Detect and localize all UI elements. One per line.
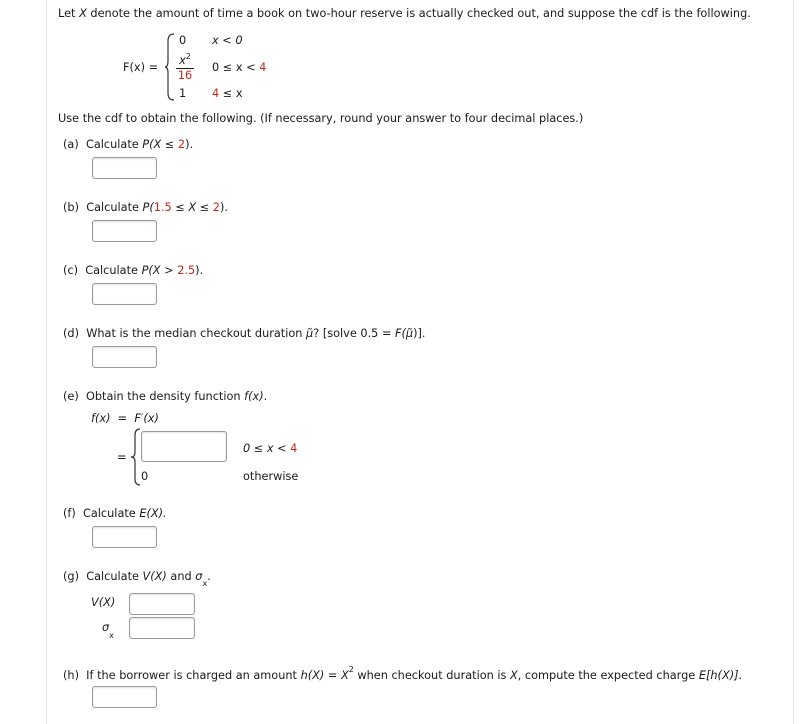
instruction-text: Use the cdf to obtain the following. (If necessary, round your answer to four decimal places.): [58, 112, 584, 125]
part-c-question: (c) Calculate P(X > 2.5).: [63, 264, 204, 277]
cdf-row2-condition: 4 ≤ x: [212, 87, 243, 100]
cdf-row1-condition: 0 ≤ x < 4: [212, 61, 267, 74]
cdf-label: F(x) =: [123, 61, 159, 74]
cdf-row2-value: 1: [179, 87, 187, 100]
intro-text: Let X denote the amount of time a book on two-hour reserve is actually checked out, and suppose the cdf is the following.: [58, 7, 751, 20]
part-a-answer-input[interactable]: [92, 157, 157, 179]
part-h-question: (h) If the borrower is charged an amount $h(X) = X^2$ when checkout duration is X, compute the expected charge E[h(X)].: [63, 665, 743, 682]
part-d-answer-input[interactable]: [92, 346, 157, 368]
part-f-answer-input[interactable]: [92, 526, 157, 548]
part-g-variance-input[interactable]: [129, 593, 195, 615]
cdf-brace: [164, 33, 176, 101]
part-c-answer-input[interactable]: [92, 283, 157, 305]
part-f-question: (f) Calculate E(X).: [63, 507, 167, 520]
cdf-row0-condition: x < 0: [212, 34, 243, 47]
content-frame: [46, 0, 794, 724]
part-g-sigma-input[interactable]: [129, 617, 195, 639]
cdf-row0-value: 0: [179, 34, 187, 47]
part-d-question: (d) What is the median checkout duration μ̃? [solve 0.5 = F(μ̃)].: [63, 327, 426, 340]
part-h-answer-input[interactable]: [92, 686, 157, 708]
part-e-density-input[interactable]: [141, 431, 227, 462]
part-g-question: (g) Calculate V(X) and $\sigma_x$.: [63, 570, 211, 589]
part-e-equals: =: [117, 451, 127, 464]
part-e-question: (e) Obtain the density function f(x).: [63, 390, 268, 403]
cdf-row1-fraction: $x^2$ 16: [177, 52, 193, 82]
part-b-answer-input[interactable]: [92, 220, 157, 242]
part-e-definition: f(x) = F′(x): [91, 412, 159, 425]
part-g-sigma-label: $\sigma_x$: [102, 621, 114, 641]
part-e-zero: 0: [141, 470, 149, 483]
part-b-question: (b) Calculate P(1.5 ≤ X ≤ 2).: [63, 201, 228, 214]
part-e-condition2: otherwise: [243, 470, 299, 483]
part-a-question: (a) Calculate P(X ≤ 2).: [63, 138, 194, 151]
part-e-condition1: 0 ≤ x < 4: [243, 442, 298, 455]
part-g-variance-label: V(X): [91, 596, 116, 609]
